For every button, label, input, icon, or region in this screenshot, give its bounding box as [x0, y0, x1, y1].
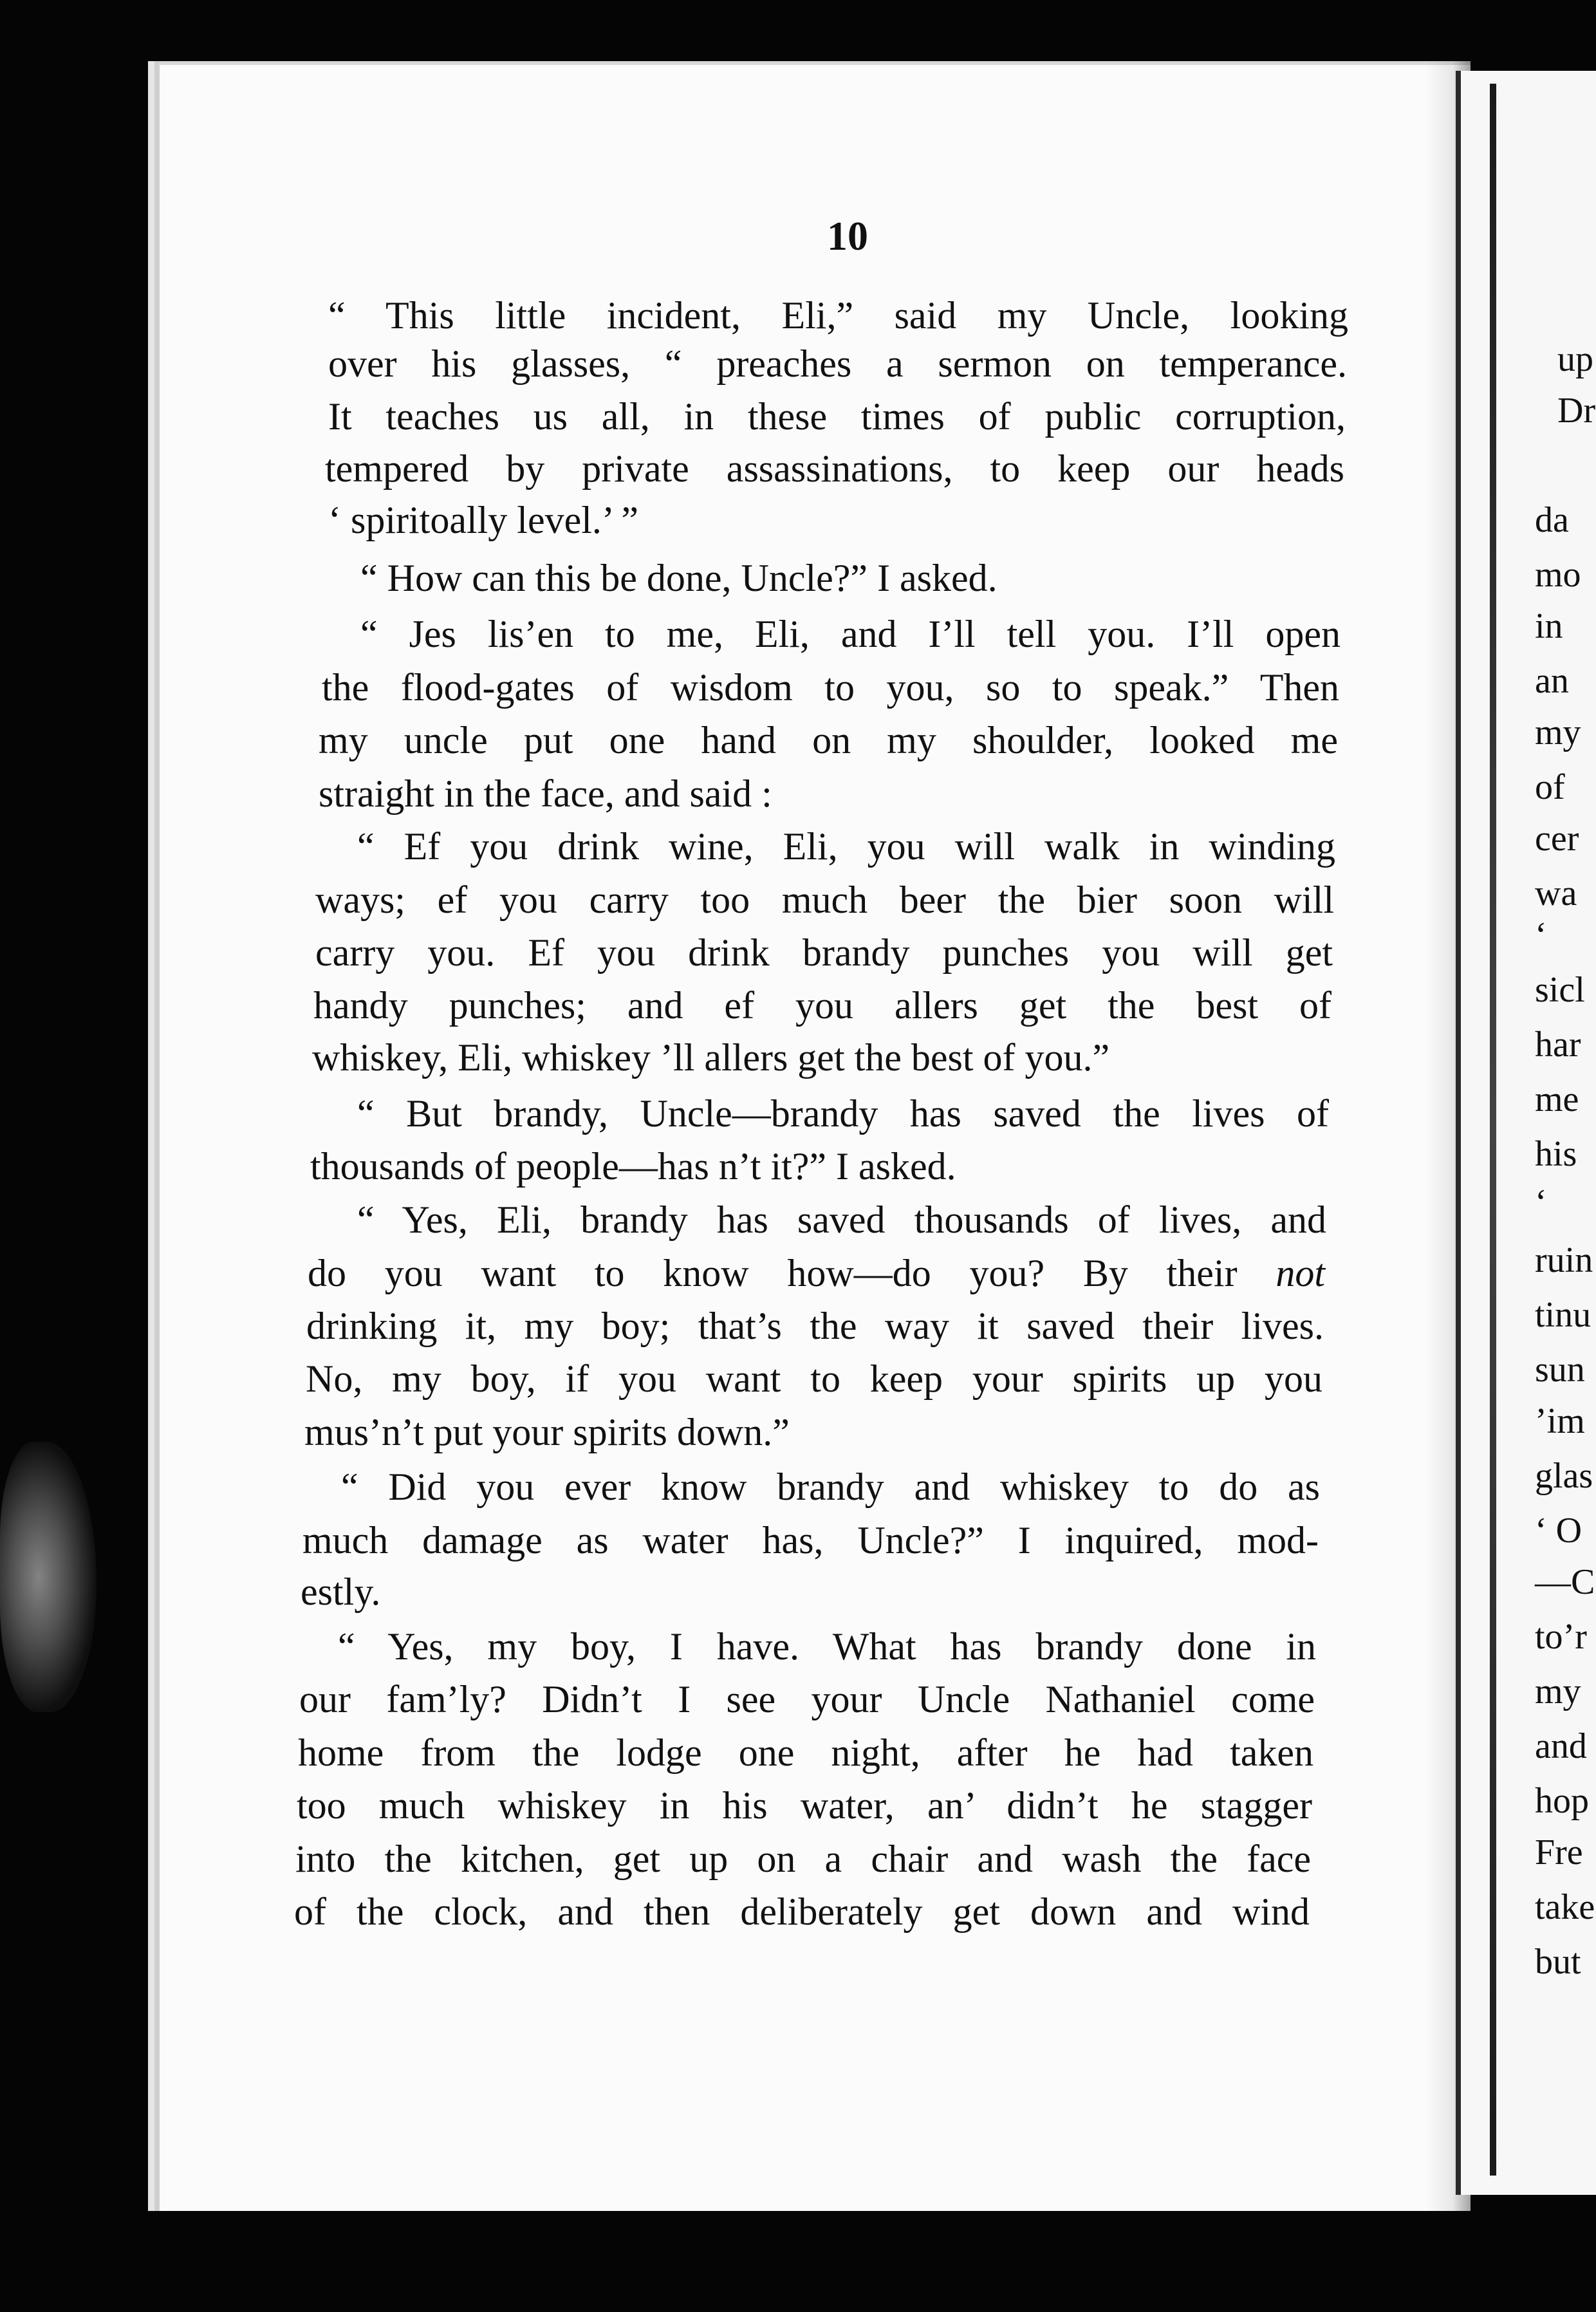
text-line: over his glasses, “ preaches a sermon on temperance.	[328, 342, 1347, 385]
text-line: “ How can this be done, Uncle?” I asked.	[360, 557, 998, 599]
right-page-fragment: har	[1535, 1025, 1581, 1065]
right-page-fragment: ‘	[1535, 1182, 1547, 1222]
text-line: ways; ef you carry too much beer the bier soon will	[315, 879, 1334, 921]
text-line: carry you. Ef you drink brandy punches you will get	[315, 931, 1333, 974]
text-line: do you want to know how—do you? By their not	[308, 1252, 1325, 1294]
right-page-fragment: up	[1557, 339, 1593, 379]
text-line: into the kitchen, get up on a chair and wash the face	[295, 1838, 1311, 1880]
right-page-fragment: wa	[1535, 873, 1577, 913]
text-line: “ Yes, my boy, I have. What has brandy done in	[338, 1625, 1316, 1668]
right-page-fragment: glas	[1535, 1456, 1593, 1496]
text-line: my uncle put one hand on my shoulder, looked me	[319, 719, 1338, 761]
right-page-fragment: —C	[1535, 1562, 1595, 1602]
text-line: “ Ef you drink wine, Eli, you will walk in winding	[357, 825, 1335, 868]
text-line: the flood-gates of wisdom to you, so to speak.” Then	[322, 666, 1339, 709]
text-line: straight in the face, and said :	[319, 772, 772, 815]
text-line: of the clock, and then deliberately get down and wind	[294, 1890, 1310, 1933]
right-page-fragment: Fre	[1535, 1832, 1583, 1872]
right-page-fragment: Dr	[1557, 391, 1596, 431]
right-page-fragment: his	[1535, 1134, 1577, 1174]
right-page-fragment: sicl	[1535, 970, 1585, 1010]
text-line: home from the lodge one night, after he had taken	[298, 1731, 1313, 1774]
right-page-fragment: hop	[1535, 1781, 1589, 1821]
text-line: “ This little incident, Eli,” said my Uncle, looking	[328, 294, 1348, 337]
text-line: whiskey, Eli, whiskey ’ll allers get the best of you.”	[312, 1036, 1110, 1079]
scan-stain	[0, 1442, 97, 1712]
text-line: estly.	[301, 1571, 381, 1613]
right-page-fragment: in	[1535, 606, 1563, 646]
text-line: handy punches; and ef you allers get the best of	[313, 984, 1332, 1027]
text-line: thousands of people—has n’t it?” I asked.	[310, 1145, 956, 1188]
right-page-fragment: but	[1535, 1942, 1581, 1982]
right-page-fragment: ’im	[1535, 1401, 1585, 1441]
right-page-fragment: to’r	[1535, 1617, 1587, 1657]
right-page-fragment: my	[1535, 713, 1581, 752]
right-page-fragment: take	[1535, 1887, 1595, 1927]
text-line: “ Yes, Eli, brandy has saved thousands of lives, and	[357, 1198, 1326, 1241]
text-line: too much whiskey in his water, an’ didn’t he stagger	[297, 1784, 1312, 1827]
right-page-fragment: me	[1535, 1079, 1579, 1119]
page-number: 10	[827, 213, 868, 259]
text-line: drinking it, my boy; that’s the way it saved their lives.	[306, 1305, 1324, 1347]
text-line: “ Did you ever know brandy and whiskey to do as	[341, 1466, 1320, 1508]
text-line: tempered by private assassinations, to keep our heads	[325, 447, 1344, 490]
page-edge	[1490, 84, 1496, 2176]
right-page-fragment: ruin	[1535, 1240, 1593, 1280]
right-page-fragment: my	[1535, 1672, 1581, 1711]
text-line: our fam’ly? Didn’t I see your Uncle Nathaniel come	[299, 1678, 1315, 1720]
right-page-fragment: and	[1535, 1726, 1587, 1766]
right-page-fragment: cer	[1535, 819, 1579, 859]
right-page-fragment: of	[1535, 767, 1565, 807]
right-page-fragment: tinu	[1535, 1295, 1591, 1335]
right-page-fragment: sun	[1535, 1350, 1585, 1390]
right-page-fragment: mo	[1535, 555, 1581, 595]
text-line: “ Jes lis’en to me, Eli, and I’ll tell you. I’ll open	[360, 613, 1341, 655]
text-line: much damage as water has, Uncle?” I inquired, mod-	[302, 1519, 1319, 1562]
right-page	[1456, 71, 1596, 2195]
text-line: It teaches us all, in these times of public corruption,	[328, 395, 1346, 438]
right-page-fragment: da	[1535, 500, 1569, 540]
text-line: ‘ spiritoally level.’ ”	[328, 499, 639, 541]
text-line: No, my boy, if you want to keep your spirits up you	[306, 1357, 1322, 1400]
right-page-fragment: an	[1535, 661, 1569, 701]
text-line: “ But brandy, Uncle—brandy has saved the lives of	[357, 1092, 1329, 1135]
right-page-fragment: ‘ O	[1535, 1511, 1582, 1551]
right-page-fragment: ‘	[1535, 915, 1547, 955]
text-line: mus’n’t put your spirits down.”	[304, 1411, 790, 1453]
